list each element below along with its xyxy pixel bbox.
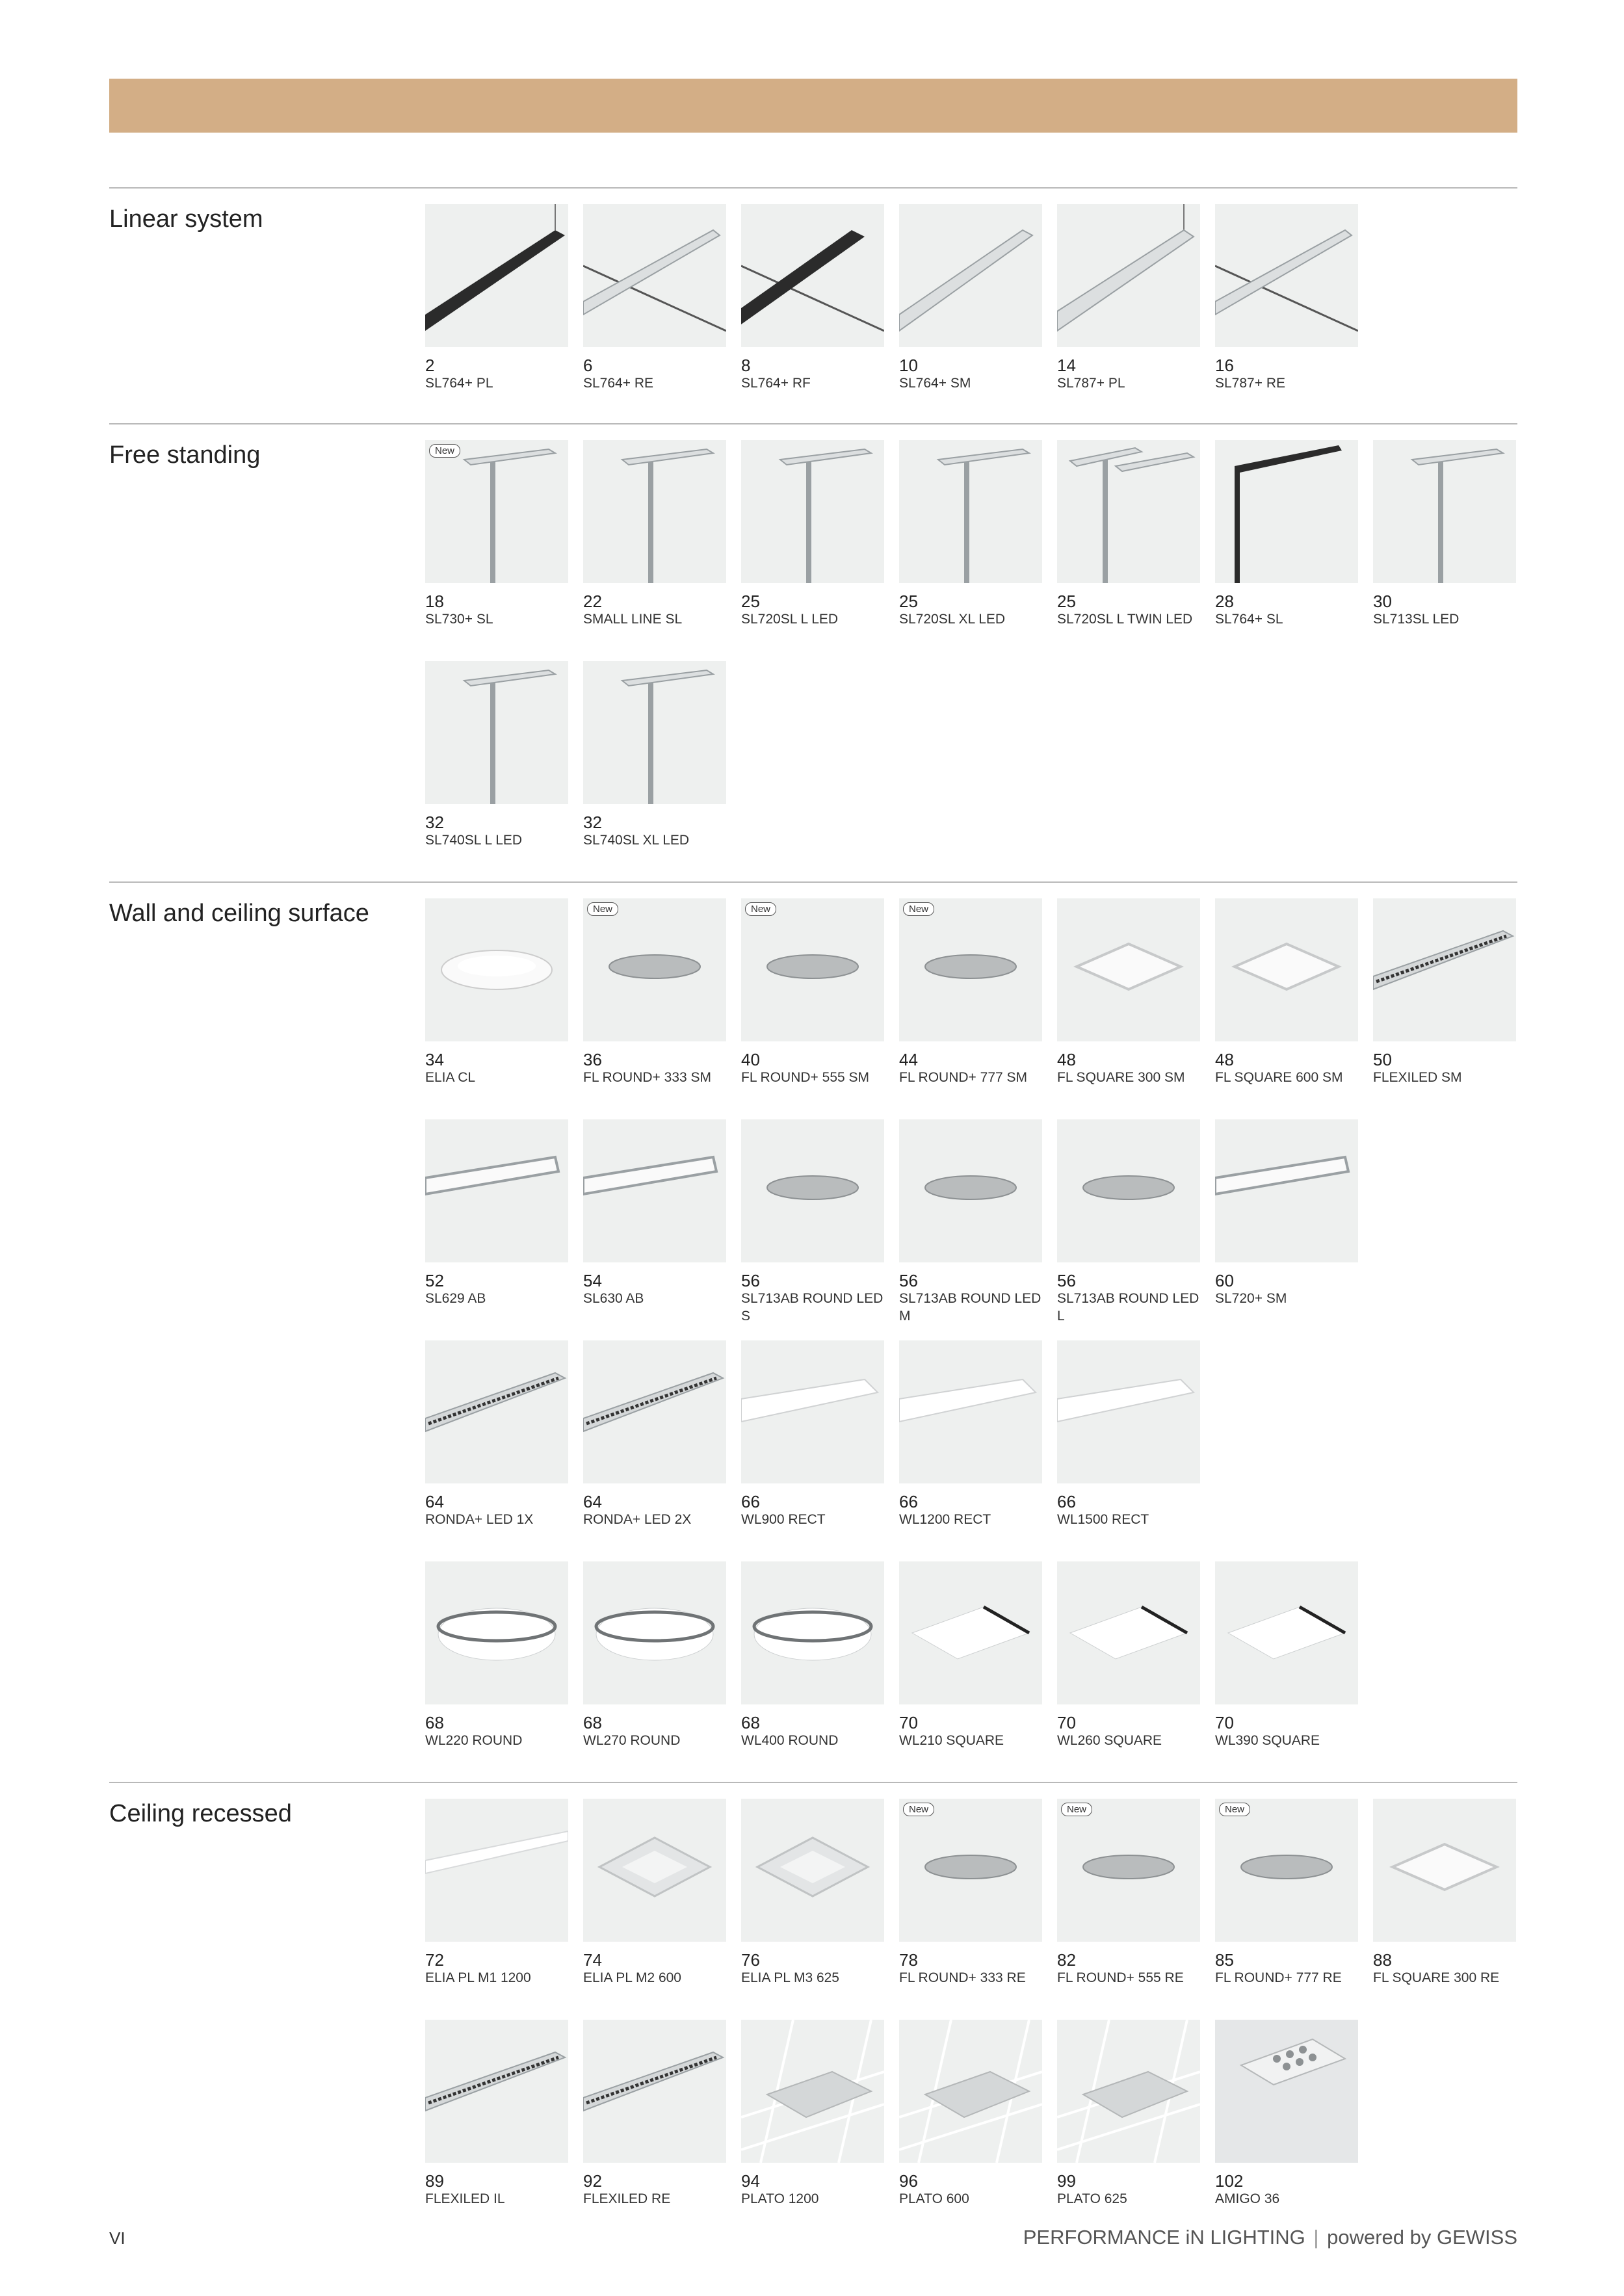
product-card[interactable]: [741, 440, 884, 628]
product-thumbnail: [741, 2020, 884, 2163]
product-card[interactable]: [899, 440, 1042, 628]
product-card[interactable]: [583, 898, 726, 1086]
product-card[interactable]: [741, 1119, 884, 1325]
product-card[interactable]: [583, 440, 726, 628]
product-page-number: 76: [741, 1950, 760, 1970]
product-card[interactable]: [1215, 440, 1358, 628]
product-thumbnail: [1057, 1340, 1200, 1483]
product-name: FLEXILED IL: [425, 2191, 505, 2206]
product-name: SMALL LINE SL: [583, 612, 683, 627]
product-card[interactable]: [583, 2020, 726, 2208]
product-thumbnail: [1057, 1561, 1200, 1704]
product-name: PLATO 600: [899, 2191, 969, 2206]
product-name: SL720+ SM: [1215, 1291, 1287, 1306]
product-page-number: 70: [1057, 1713, 1076, 1732]
product-name: FL SQUARE 300 RE: [1373, 1970, 1500, 1985]
product-thumbnail: [425, 204, 568, 347]
section-title: Wall and ceiling surface: [109, 900, 369, 927]
product-name: SL713AB ROUND LED M: [899, 1291, 1041, 1324]
product-page-number: 102: [1215, 2171, 1244, 2191]
section-title: Free standing: [109, 441, 261, 469]
product-card[interactable]: [583, 1799, 726, 1987]
product-thumbnail: [425, 1340, 568, 1483]
product-card[interactable]: [741, 1799, 884, 1987]
product-page-number: 72: [425, 1950, 444, 1970]
product-page-number: 56: [741, 1271, 760, 1290]
section-title: Ceiling recessed: [109, 1800, 292, 1827]
product-page-number: 25: [1057, 592, 1076, 611]
product-card[interactable]: [899, 898, 1042, 1086]
product-page-number: 18: [425, 592, 444, 611]
product-name: SL764+ SM: [899, 376, 971, 391]
product-thumbnail: [1215, 898, 1358, 1041]
product-name: SL720SL L TWIN LED: [1057, 612, 1193, 627]
product-card[interactable]: [1215, 898, 1358, 1086]
product-thumbnail: [899, 1561, 1042, 1704]
product-name: SL629 AB: [425, 1291, 486, 1306]
product-card[interactable]: [1215, 1799, 1358, 1987]
product-card[interactable]: [1215, 2020, 1358, 2208]
product-name: WL1200 RECT: [899, 1512, 991, 1527]
product-name: SL630 AB: [583, 1291, 644, 1306]
product-card[interactable]: [1215, 1119, 1358, 1307]
product-thumbnail: [741, 1119, 884, 1262]
product-name: WL1500 RECT: [1057, 1512, 1149, 1527]
product-thumbnail: [741, 1340, 884, 1483]
product-page-number: 52: [425, 1271, 444, 1290]
product-card[interactable]: [425, 1340, 568, 1528]
product-card[interactable]: [1057, 1340, 1200, 1528]
product-page-number: 2: [425, 356, 435, 375]
new-badge: New: [1219, 1803, 1250, 1816]
product-thumbnail: [583, 1561, 726, 1704]
product-page-number: 32: [425, 813, 444, 832]
product-page-number: 25: [899, 592, 918, 611]
product-thumbnail: [1057, 1119, 1200, 1262]
section-free-standing: [109, 423, 1517, 848]
product-card[interactable]: [899, 1119, 1042, 1325]
product-thumbnail: [583, 1340, 726, 1483]
product-name: SL713AB ROUND LED S: [741, 1291, 884, 1324]
product-name: WL400 ROUND: [741, 1733, 839, 1748]
product-page-number: 54: [583, 1271, 602, 1290]
product-name: FL ROUND+ 333 SM: [583, 1070, 712, 1085]
product-name: WL220 ROUND: [425, 1733, 523, 1748]
product-page-number: 56: [1057, 1271, 1076, 1290]
new-badge: New: [1061, 1803, 1092, 1816]
product-page-number: 48: [1215, 1050, 1234, 1069]
product-card[interactable]: [1373, 1799, 1516, 1987]
product-name: FL SQUARE 600 SM: [1215, 1070, 1343, 1085]
product-name: ELIA PL M2 600: [583, 1970, 681, 1985]
product-card[interactable]: [583, 1340, 726, 1528]
product-page-number: 64: [425, 1492, 444, 1511]
product-name: FL ROUND+ 777 RE: [1215, 1970, 1342, 1985]
product-thumbnail: [899, 1799, 1042, 1942]
product-thumbnail: [1373, 898, 1516, 1041]
product-name: FL ROUND+ 777 SM: [899, 1070, 1028, 1085]
product-page-number: 66: [899, 1492, 918, 1511]
product-card[interactable]: [425, 440, 568, 628]
product-card[interactable]: [741, 898, 884, 1086]
product-thumbnail: [899, 1119, 1042, 1262]
product-thumbnail: [1057, 1799, 1200, 1942]
product-card[interactable]: [1057, 1799, 1200, 1987]
product-name: SL764+ RE: [583, 376, 653, 391]
product-page-number: 82: [1057, 1950, 1076, 1970]
product-thumbnail: [1373, 440, 1516, 583]
product-name: AMIGO 36: [1215, 2191, 1280, 2206]
product-thumbnail: [425, 898, 568, 1041]
product-name: PLATO 625: [1057, 2191, 1127, 2206]
product-name: SL730+ SL: [425, 612, 493, 627]
product-page-number: 70: [899, 1713, 918, 1732]
product-card[interactable]: [1057, 2020, 1200, 2208]
new-badge: New: [903, 1803, 934, 1816]
product-name: RONDA+ LED 1X: [425, 1512, 534, 1527]
product-page-number: 48: [1057, 1050, 1076, 1069]
product-card[interactable]: [899, 1561, 1042, 1749]
product-card[interactable]: [1373, 898, 1516, 1086]
footer-tagline: PERFORMANCE iN LIGHTING: [1023, 2226, 1305, 2249]
product-page-number: 56: [899, 1271, 918, 1290]
product-name: SL740SL XL LED: [583, 833, 690, 848]
product-page-number: 34: [425, 1050, 444, 1069]
product-thumbnail: [1057, 898, 1200, 1041]
product-name: SL764+ SL: [1215, 612, 1283, 627]
product-thumbnail: [583, 898, 726, 1041]
product-name: SL720SL XL LED: [899, 612, 1006, 627]
product-thumbnail: [899, 1340, 1042, 1483]
product-card[interactable]: [1215, 204, 1358, 392]
product-card[interactable]: [583, 1119, 726, 1307]
product-page-number: 32: [583, 813, 602, 832]
product-name: WL210 SQUARE: [899, 1733, 1004, 1748]
product-name: FLEXILED RE: [583, 2191, 671, 2206]
product-name: SL764+ RF: [741, 376, 811, 391]
page-number: VI: [109, 2228, 125, 2248]
product-page-number: 50: [1373, 1050, 1392, 1069]
product-page-number: 16: [1215, 356, 1234, 375]
product-card[interactable]: [1057, 204, 1200, 392]
product-name: WL260 SQUARE: [1057, 1733, 1162, 1748]
product-page-number: 66: [1057, 1492, 1076, 1511]
product-page-number: 70: [1215, 1713, 1234, 1732]
product-card[interactable]: [1057, 1561, 1200, 1749]
product-name: SL764+ PL: [425, 376, 493, 391]
product-page-number: 68: [425, 1713, 444, 1732]
product-thumbnail: [1215, 1119, 1358, 1262]
product-page-number: 88: [1373, 1950, 1392, 1970]
product-thumbnail: [583, 204, 726, 347]
product-thumbnail: [583, 661, 726, 804]
product-name: FLEXILED SM: [1373, 1070, 1462, 1085]
new-badge: New: [745, 902, 776, 916]
product-name: FL ROUND+ 555 RE: [1057, 1970, 1184, 1985]
product-page-number: 25: [741, 592, 760, 611]
product-name: ELIA PL M1 1200: [425, 1970, 531, 1985]
product-thumbnail: [425, 2020, 568, 2163]
product-page-number: 68: [583, 1713, 602, 1732]
product-page-number: 99: [1057, 2171, 1076, 2191]
product-thumbnail: [425, 661, 568, 804]
product-thumbnail: [899, 898, 1042, 1041]
product-card[interactable]: [583, 1561, 726, 1749]
product-page-number: 85: [1215, 1950, 1234, 1970]
product-name: WL900 RECT: [741, 1512, 826, 1527]
product-name: ELIA CL: [425, 1070, 476, 1085]
product-page-number: 6: [583, 356, 593, 375]
product-name: SL787+ RE: [1215, 376, 1285, 391]
product-thumbnail: [899, 2020, 1042, 2163]
product-page-number: 64: [583, 1492, 602, 1511]
product-name: SL720SL L LED: [741, 612, 839, 627]
new-badge: New: [903, 902, 934, 916]
product-name: SL787+ PL: [1057, 376, 1125, 391]
section-ceiling-recessed: [109, 1782, 1517, 2206]
product-thumbnail: [1373, 1799, 1516, 1942]
product-page-number: 66: [741, 1492, 760, 1511]
product-thumbnail: [1057, 440, 1200, 583]
footer-brand: [1023, 2226, 1517, 2249]
product-thumbnail: [1215, 204, 1358, 347]
product-page-number: 36: [583, 1050, 602, 1069]
product-card[interactable]: [1215, 1561, 1358, 1749]
product-card[interactable]: [899, 1799, 1042, 1987]
product-card[interactable]: [899, 204, 1042, 392]
product-page-number: 8: [741, 356, 751, 375]
product-thumbnail: [583, 1119, 726, 1262]
section-wall-and-ceiling-surface: [109, 881, 1517, 1748]
product-thumbnail: [1057, 2020, 1200, 2163]
product-name: WL270 ROUND: [583, 1733, 681, 1748]
product-thumbnail: [1215, 1561, 1358, 1704]
product-card[interactable]: [583, 204, 726, 392]
product-page-number: 10: [899, 356, 918, 375]
product-card[interactable]: [1373, 440, 1516, 628]
product-thumbnail: [1215, 440, 1358, 583]
product-name: ELIA PL M3 625: [741, 1970, 839, 1985]
product-page-number: 68: [741, 1713, 760, 1732]
product-card[interactable]: [425, 1119, 568, 1307]
product-name: WL390 SQUARE: [1215, 1733, 1320, 1748]
product-name: FL ROUND+ 555 SM: [741, 1070, 870, 1085]
product-page-number: 92: [583, 2171, 602, 2191]
product-card[interactable]: [899, 2020, 1042, 2208]
product-card[interactable]: [741, 204, 884, 392]
product-page-number: 40: [741, 1050, 760, 1069]
product-name: SL713AB ROUND LED L: [1057, 1291, 1199, 1324]
product-page-number: 44: [899, 1050, 918, 1069]
product-card[interactable]: [425, 1799, 568, 1987]
product-name: RONDA+ LED 2X: [583, 1512, 692, 1527]
product-thumbnail: [1215, 2020, 1358, 2163]
product-thumbnail: [425, 440, 568, 583]
product-thumbnail: [899, 440, 1042, 583]
product-page-number: 28: [1215, 592, 1234, 611]
product-thumbnail: [425, 1119, 568, 1262]
product-card[interactable]: [1057, 1119, 1200, 1325]
product-card[interactable]: [1057, 440, 1200, 628]
new-badge: New: [429, 444, 460, 458]
product-thumbnail: [583, 440, 726, 583]
product-card[interactable]: [425, 2020, 568, 2208]
footer-separator: |: [1313, 2226, 1319, 2249]
product-page-number: 60: [1215, 1271, 1234, 1290]
product-thumbnail: [741, 440, 884, 583]
product-card[interactable]: [425, 204, 568, 392]
product-thumbnail: [741, 1799, 884, 1942]
product-thumbnail: [583, 1799, 726, 1942]
product-page-number: 96: [899, 2171, 918, 2191]
product-card[interactable]: [583, 661, 726, 849]
product-card[interactable]: [1057, 898, 1200, 1086]
product-thumbnail: [1215, 1799, 1358, 1942]
product-thumbnail: [425, 1799, 568, 1942]
product-thumbnail: [425, 1561, 568, 1704]
product-thumbnail: [741, 204, 884, 347]
product-thumbnail: [741, 898, 884, 1041]
product-name: PLATO 1200: [741, 2191, 819, 2206]
product-card[interactable]: [741, 1340, 884, 1528]
product-page-number: 30: [1373, 592, 1392, 611]
product-card[interactable]: [425, 898, 568, 1086]
product-name: SL713SL LED: [1373, 612, 1460, 627]
product-thumbnail: [1057, 204, 1200, 347]
product-page-number: 89: [425, 2171, 444, 2191]
section-linear-system: [109, 187, 1517, 391]
product-card[interactable]: [425, 661, 568, 849]
product-name: FL SQUARE 300 SM: [1057, 1070, 1185, 1085]
product-card[interactable]: [899, 1340, 1042, 1528]
product-page-number: 94: [741, 2171, 760, 2191]
footer-powered: powered by GEWISS: [1327, 2226, 1517, 2249]
header-color-band: [109, 79, 1517, 133]
product-page-number: 78: [899, 1950, 918, 1970]
product-page-number: 14: [1057, 356, 1076, 375]
product-thumbnail: [899, 204, 1042, 347]
product-name: FL ROUND+ 333 RE: [899, 1970, 1026, 1985]
product-page-number: 74: [583, 1950, 602, 1970]
product-thumbnail: [741, 1561, 884, 1704]
new-badge: New: [587, 902, 618, 916]
product-thumbnail: [583, 2020, 726, 2163]
product-card[interactable]: [741, 1561, 884, 1749]
product-page-number: 22: [583, 592, 602, 611]
product-name: SL740SL L LED: [425, 833, 523, 848]
section-title: Linear system: [109, 205, 263, 233]
product-card[interactable]: [741, 2020, 884, 2208]
product-card[interactable]: [425, 1561, 568, 1749]
